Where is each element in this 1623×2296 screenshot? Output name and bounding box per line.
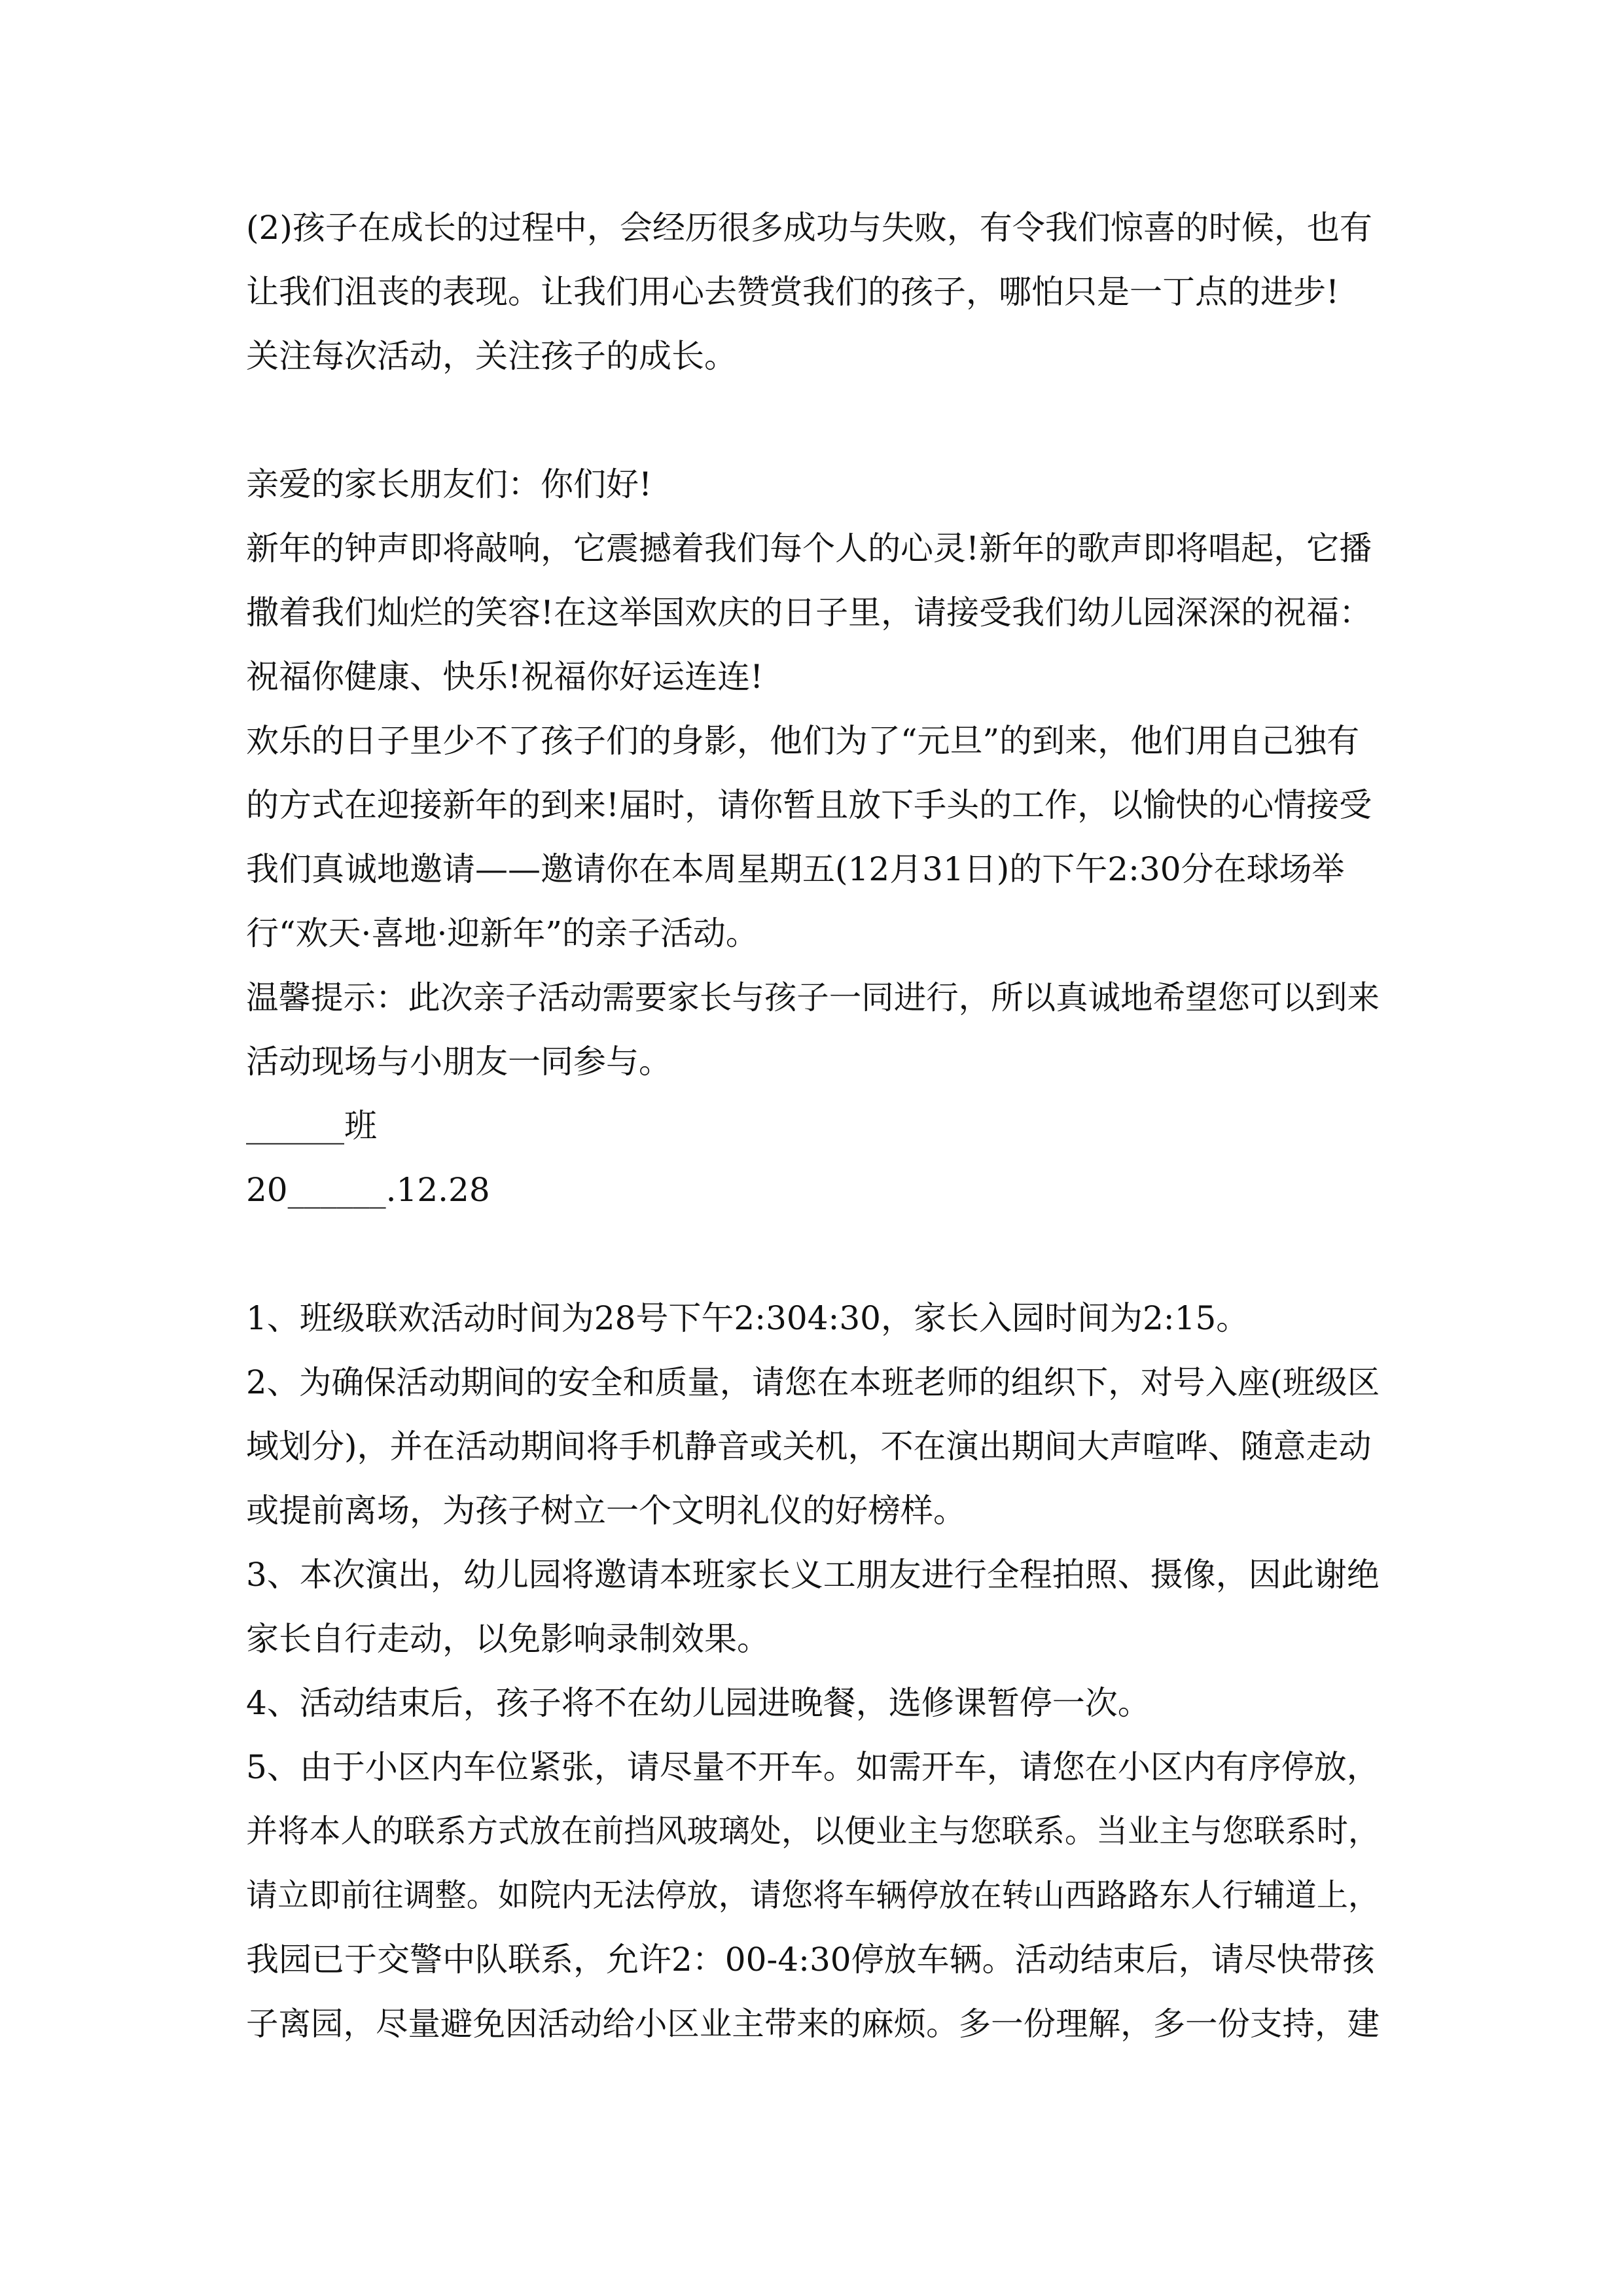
paragraph-line: 欢乐的日子里少不了孩子们的身影，他们为了“元旦”的到来，他们用自己独有 <box>246 722 1360 760</box>
notice-line: 我园已于交警中队联系，允许2：00-4:30停放车辆。活动结束后，请尽快带孩 <box>246 1941 1375 1979</box>
paragraph-line: 活动现场与小朋友一同参与。 <box>246 1043 671 1081</box>
paragraph-line: 我们真诚地邀请——邀请你在本周星期五(12月31日)的下午2:30分在球场举 <box>246 850 1345 888</box>
paragraph-line: 新年的钟声即将敲响，它震撼着我们每个人的心灵!新年的歌声即将唱起，它播 <box>246 529 1372 567</box>
paragraph-line: 关注每次活动，关注孩子的成长。 <box>246 337 737 375</box>
paragraph-line: 行“欢天·喜地·迎新年”的亲子活动。 <box>246 914 758 952</box>
paragraph-line: 的方式在迎接新年的到来!届时，请你暂且放下手头的工作，以愉快的心情接受 <box>246 786 1372 824</box>
notice-line: 或提前离场，为孩子树立一个文明礼仪的好榜样。 <box>246 1492 966 1530</box>
notice-line: 域划分)，并在活动期间将手机静音或关机，不在演出期间大声喧哗、随意走动 <box>246 1427 1372 1465</box>
notice-line: 家长自行走动，以免影响录制效果。 <box>246 1620 770 1658</box>
notice-line: 2、为确保活动期间的安全和质量，请您在本班老师的组织下，对号入座(班级区 <box>246 1363 1380 1401</box>
paragraph-line: (2)孩子在成长的过程中，会经历很多成功与失败，有令我们惊喜的时候，也有 <box>246 209 1372 247</box>
paragraph-line: 祝福你健康、快乐!祝福你好运连连! <box>246 658 764 696</box>
notice-line: 请立即前往调整。如院内无法停放，请您将车辆停放在转山西路路东人行辅道上， <box>246 1877 1380 1914</box>
notice-line: 子离园，尽量避免因活动给小区业主带来的麻烦。多一份理解，多一份支持，建 <box>246 2005 1380 2043</box>
letter-greeting: 亲爱的家长朋友们：你们好! <box>246 465 652 503</box>
letter-date: 20______.12.28 <box>246 1171 490 1209</box>
paragraph-line: 温馨提示：此次亲子活动需要家长与孩子一同进行，所以真诚地希望您可以到来 <box>246 978 1380 1016</box>
paragraph-line: 让我们沮丧的表现。让我们用心去赞赏我们的孩子，哪怕只是一丁点的进步! <box>246 273 1340 311</box>
notice-line: 并将本人的联系方式放在前挡风玻璃处，以便业主与您联系。当业主与您联系时， <box>246 1813 1380 1850</box>
paragraph-line: 撒着我们灿烂的笑容!在这举国欢庆的日子里，请接受我们幼儿园深深的祝福： <box>246 594 1372 632</box>
notice-line: 5、由于小区内车位紧张，请尽量不开车。如需开车，请您在小区内有序停放， <box>246 1748 1380 1786</box>
notice-line: 4、活动结束后，孩子将不在幼儿园进晚餐，选修课暂停一次。 <box>246 1684 1150 1722</box>
notice-line: 1、班级联欢活动时间为28号下午2:304:30，家长入园时间为2:15。 <box>246 1299 1249 1337</box>
notice-line: 3、本次演出，幼儿园将邀请本班家长义工朋友进行全程拍照、摄像，因此谢绝 <box>246 1556 1380 1594</box>
class-signature: ______班 <box>246 1107 377 1145</box>
